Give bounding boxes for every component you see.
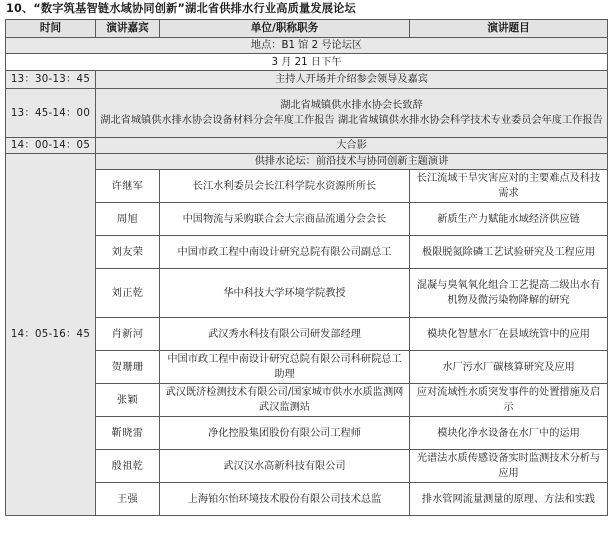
speaker-name: 刘友荣 [96,236,160,269]
date-text: 3 月 21 日下午 [6,54,608,71]
talk-topic: 新质生产力赋能水域经济供应链 [410,203,608,236]
speaker-name: 王强 [96,483,160,516]
session-row [6,71,608,89]
speaker-organization: 中国市政工程中南设计研究总院有限公司科研院总工助理 [160,351,410,384]
session-time: 13：30-13：45 [6,71,96,89]
talk-topic: 极限脱氮除磷工艺试验研究及工程应用 [410,236,608,269]
speaker-organization: 净化控股集团股份有限公司工程师 [160,417,410,450]
speaker-organization: 上海铂尔怡环境技术股份有限公司技术总监 [160,483,410,516]
talk-row [6,384,608,417]
speaker-name: 肖新河 [96,318,160,351]
talk-row [6,483,608,516]
session-time: 14：05-16：45 [6,154,96,516]
column-header-time: 时间 [6,20,96,38]
speaker-name: 周旭 [96,203,160,236]
speaker-organization: 武汉既济检测技术有限公司/国家城市供水水质监测网武汉监测站 [160,384,410,417]
speaker-name: 殷祖乾 [96,450,160,483]
session-time: 13：45-14：00 [6,89,96,138]
talk-topic: 模块化净水设备在水厂中的运用 [410,417,608,450]
speaker-organization: 华中科技大学环境学院教授 [160,269,410,318]
speaker-name: 贺珊珊 [96,351,160,384]
session-line: 湖北省城镇供水排水协会长致辞 [280,100,423,111]
talk-topic: 水厂污水厂碳核算研究及应用 [410,351,608,384]
talk-row [6,318,608,351]
talk-topic: 长江流域干旱灾害应对的主要难点及科技需求 [410,170,608,203]
agenda-table [5,19,608,516]
speaker-name: 靳晓雷 [96,417,160,450]
speaker-name: 许继军 [96,170,160,203]
talk-topic: 应对流域性水质突发事件的处置措施及启示 [410,384,608,417]
session-line: 湖北省城镇供水排水协会设备材料分会年度工作报告 湖北省城镇供水排水协会科学技术专业委员会年度工作报告 [100,115,603,126]
talk-topic: 光谱法水质传感设备实时监测技术分析与应用 [410,450,608,483]
speaker-organization: 中国物流与采购联合会大宗商品流通分会会长 [160,203,410,236]
talk-topic: 混凝与臭氧氧化组合工艺提高二级出水有机物及微污染物降解的研究 [410,269,608,318]
speaker-organization: 长江水利委员会长江科学院水资源所所长 [160,170,410,203]
date-row [6,54,608,71]
session-time: 14：00-14：05 [6,138,96,154]
session-heading: 供排水论坛：前沿技术与协同创新主题演讲 [96,154,608,170]
talk-topic: 排水管网流量测量的原理、方法和实践 [410,483,608,516]
forum-title: 10、“数字筑基智链水域协同创新”湖北省供排水行业高质量发展论坛 [6,2,356,15]
session-row [6,138,608,154]
location-text: 地点：B1 馆 2 号论坛区 [6,38,608,54]
talk-row [6,269,608,318]
speaker-name: 张颖 [96,384,160,417]
session-row [6,154,608,170]
session-text [96,89,608,138]
session-text: 大合影 [96,138,608,154]
talk-row [6,450,608,483]
speaker-organization: 中国市政工程中南设计研究总院有限公司副总工 [160,236,410,269]
speaker-organization: 武汉汉水高新科技有限公司 [160,450,410,483]
speaker-name: 刘正乾 [96,269,160,318]
column-header-organization: 单位/职称职务 [160,20,410,38]
header-row [6,20,608,38]
column-header-topic: 演讲题目 [410,20,608,38]
talk-row [6,203,608,236]
talk-row [6,417,608,450]
talk-topic: 模块化智慧水厂在县域统管中的应用 [410,318,608,351]
session-row [6,89,608,138]
talk-row [6,351,608,384]
talk-row [6,236,608,269]
speaker-organization: 武汉秀水科技有限公司研发部经理 [160,318,410,351]
session-text: 主持人开场并介绍参会领导及嘉宾 [96,71,608,89]
column-header-speaker: 演讲嘉宾 [96,20,160,38]
location-row [6,38,608,54]
talk-row [6,170,608,203]
